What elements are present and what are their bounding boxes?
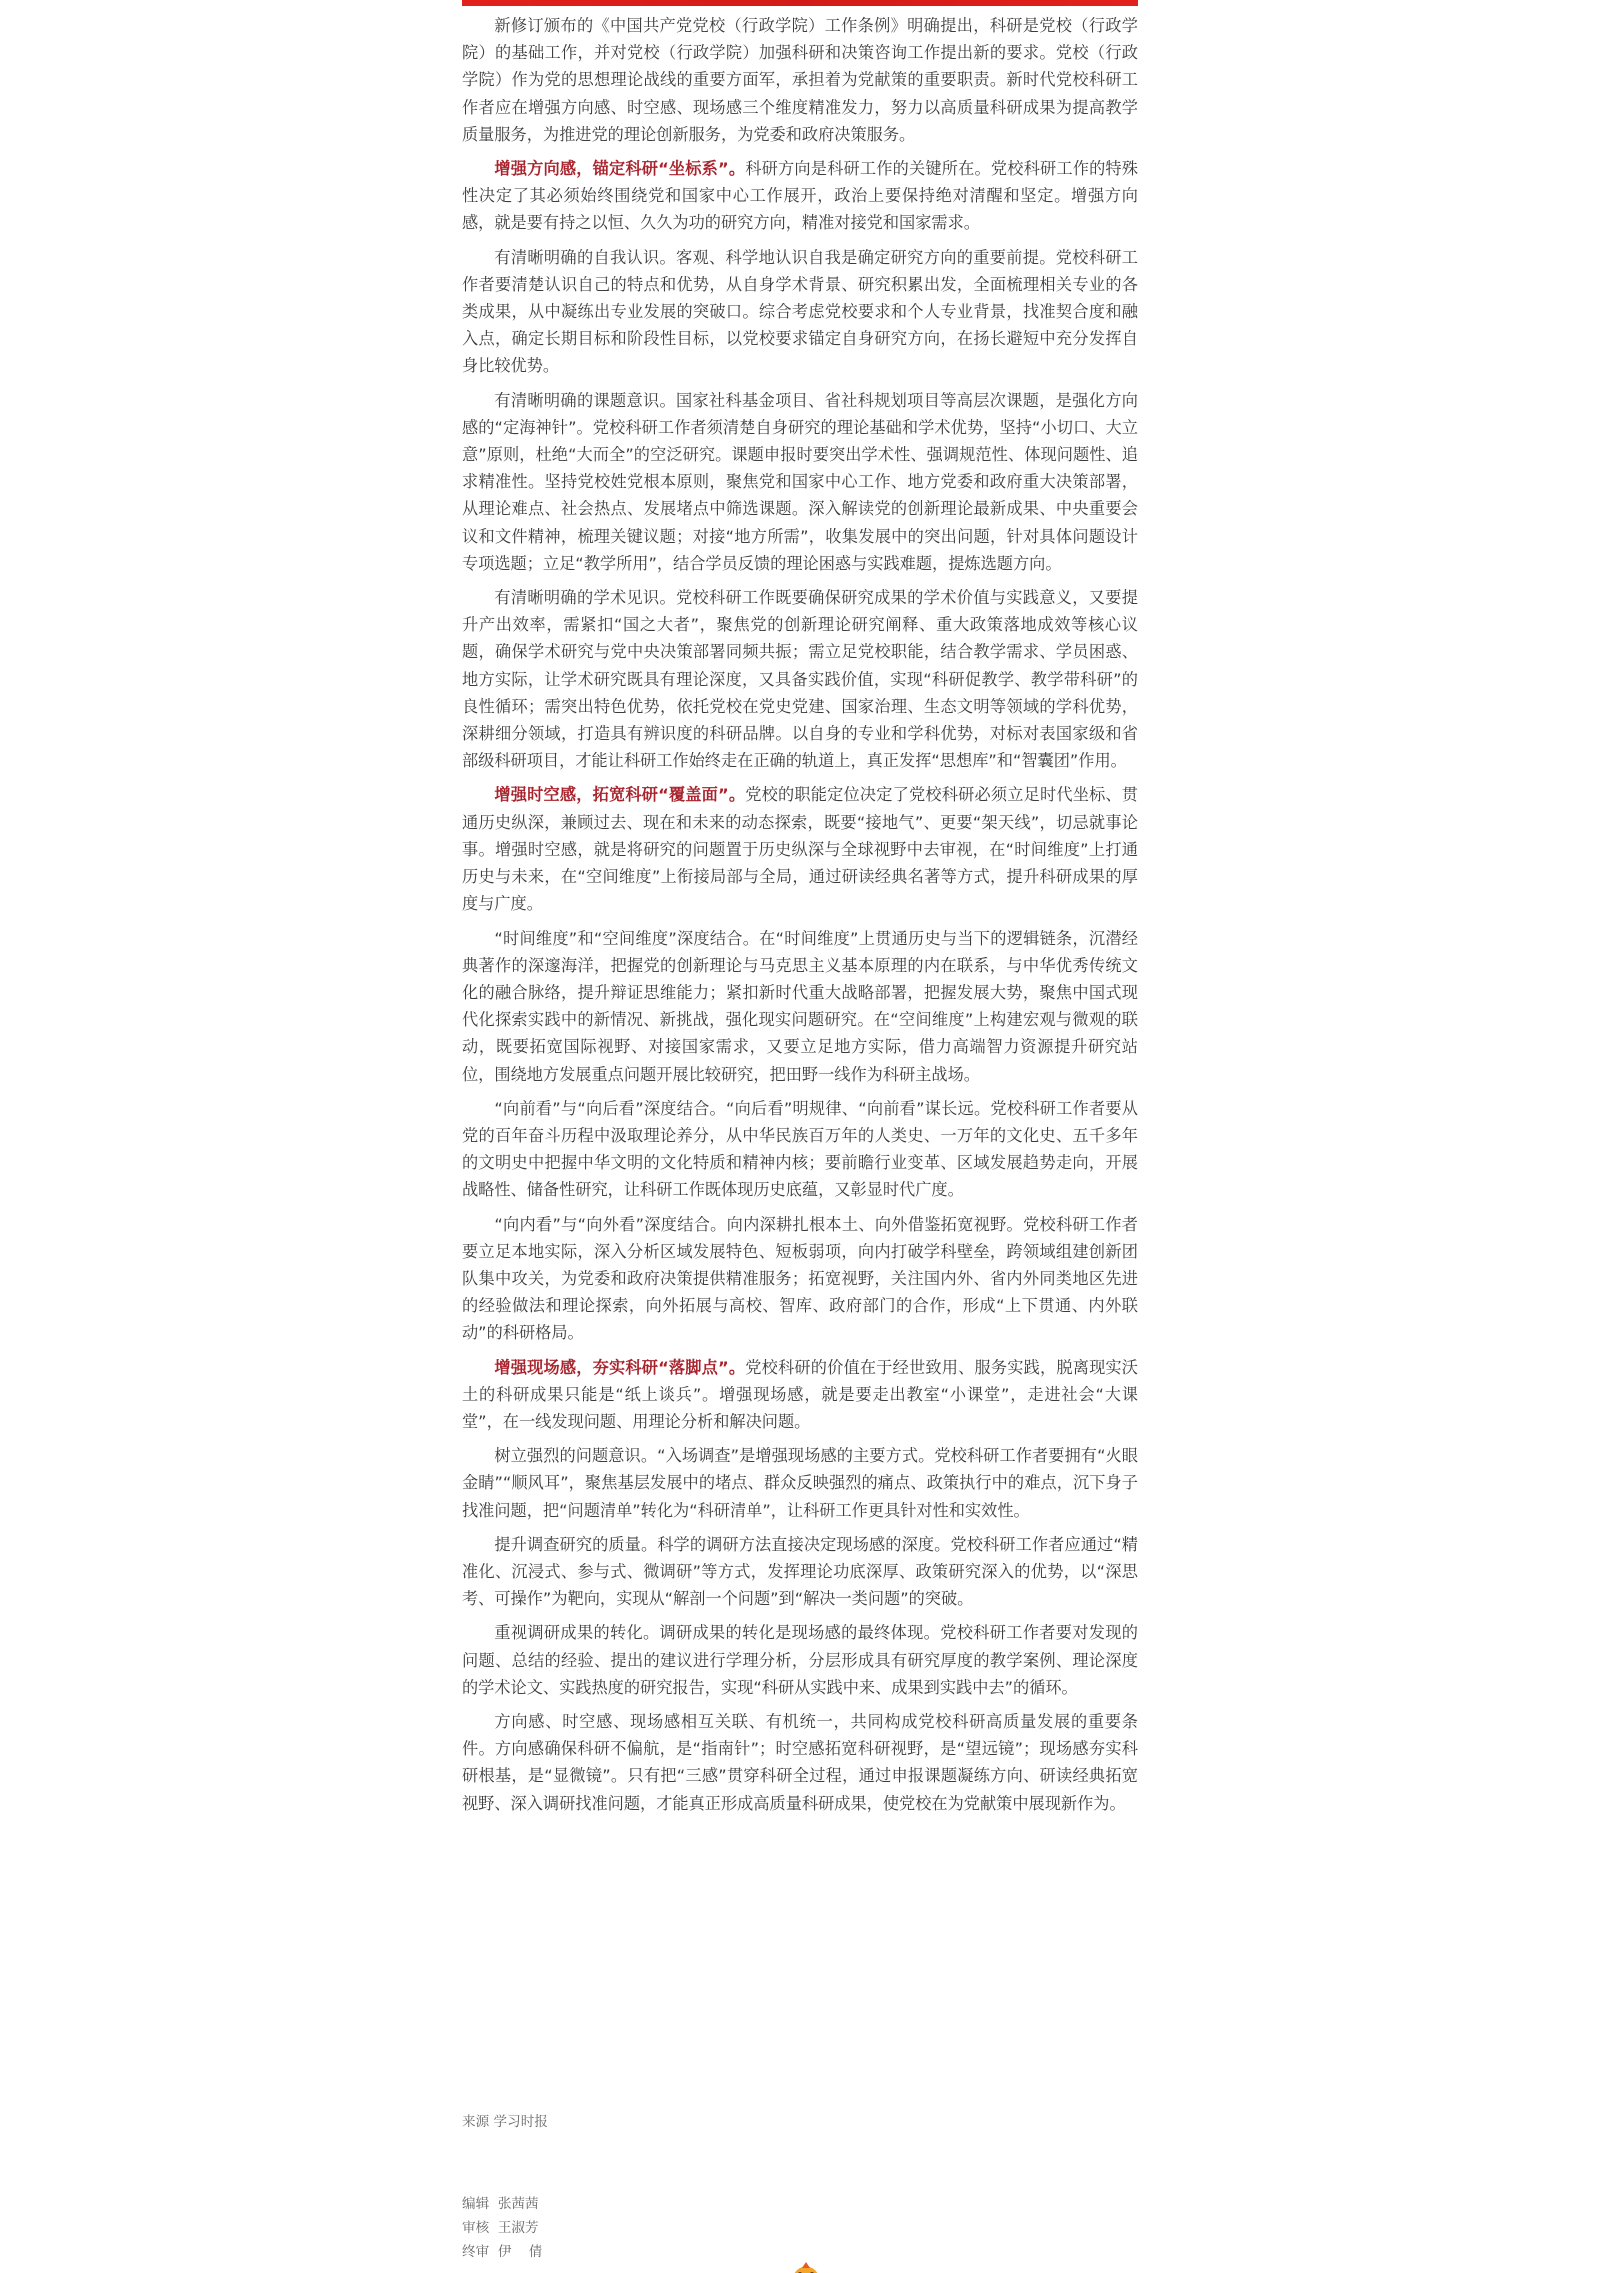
paragraph-11 bbox=[462, 1442, 1138, 1524]
section-heading-spacetime: 增强时空感，拓宽科研“覆盖面”。 bbox=[494, 785, 746, 805]
article-body bbox=[462, 12, 1138, 1824]
paragraph-5 bbox=[462, 584, 1138, 774]
paragraph-text: 提升调查研究的质量。科学的调研方法直接决定现场感的深度。党校科研工作者应通过“精准化、沉浸式、参与式、微调研”等方式，发挥理论功底深厚、政策研究深入的优势，以“深思考、可操作”为靶向，实现从“解剖一个问题”到“解决一类问题”的突破。 bbox=[462, 1534, 1138, 1609]
paragraph-text: 党校科研的价值在于经世致用、服务实践，脱离现实沃土的科研成果只能是“纸上谈兵”。增强现场感，就是要走出教室“小课堂”，走进社会“大课堂”，在一线发现问题、用理论分析和解决问题。 bbox=[462, 1357, 1138, 1431]
paragraph-14 bbox=[462, 1708, 1138, 1817]
reviewer-line: 审核 王淑芳 bbox=[462, 2220, 539, 2236]
paragraph-8 bbox=[462, 1095, 1138, 1204]
paragraph-text: 有清晰明确的自我认识。客观、科学地认识自我是确定研究方向的重要前提。党校科研工作者要清楚认识自己的特点和优势，从自身学术背景、研究积累出发，全面梳理相关专业的各类成果，从中凝练出专业发展的突破口。综合考虑党校要求和个人专业背景，找准契合度和融入点，确定长期目标和阶段性目标，以党校要求锚定自身研究方向，在扬长避短中充分发挥自身比较优势。 bbox=[462, 247, 1138, 376]
paragraph-text: 重视调研成果的转化。调研成果的转化是现场感的最终体现。党校科研工作者要对发现的问题、总结的经验、提出的建议进行学理分析，分层形成具有研究厚度的教学案例、理论深度的学术论文、实践热度的研究报告，实现“科研从实践中来、成果到实践中去”的循环。 bbox=[462, 1623, 1138, 1697]
paragraph-2 bbox=[462, 155, 1138, 237]
section-heading-onsite: 增强现场感，夯实科研“落脚点”。 bbox=[494, 1357, 746, 1377]
paragraph-1 bbox=[462, 12, 1138, 148]
paragraph-text: 树立强烈的问题意识。“入场调查”是增强现场感的主要方式。党校科研工作者要拥有“火眼金睛”“顺风耳”，聚焦基层发展中的堵点、群众反映强烈的痛点、政策执行中的难点，沉下身子找准问题，把“问题清单”转化为“科研清单”，让科研工作更具针对性和实效性。 bbox=[462, 1446, 1138, 1520]
mascot-icon bbox=[787, 2262, 825, 2273]
top-accent-bar bbox=[462, 0, 1138, 6]
paragraph-text: “时间维度”和“空间维度”深度结合。在“时间维度”上贯通历史与当下的逻辑链条，沉潜经典著作的深邃海洋，把握党的创新理论与马克思主义基本原理的内在联系，与中华优秀传统文化的融合脉络，提升辩证思维能力；紧扣新时代重大战略部署，把握发展大势，聚焦中国式现代化探索实践中的新情况、新挑战，强化现实问题研究。在“空间维度”上构建宏观与微观的联动，既要拓宽国际视野、对接国家需求，又要立足地方实际，借力高端智力资源提升研究站位，围绕地方发展重点问题开展比较研究，把田野一线作为科研主战场。 bbox=[462, 928, 1138, 1084]
paragraph-text: “向内看”与“向外看”深度结合。向内深耕扎根本土、向外借鉴拓宽视野。党校科研工作者要立足本地实际，深入分析区域发展特色、短板弱项，向内打破学科壁垒，跨领域组建创新团队集中攻关，为党委和政府决策提供精准服务；拓宽视野，关注国内外、省内外同类地区先进的经验做法和理论探索，向外拓展与高校、智库、政府部门的合作，形成“上下贯通、内外联动”的科研格局。 bbox=[462, 1214, 1138, 1343]
source-line: 来源 学习时报 bbox=[462, 2114, 548, 2130]
section-heading-direction: 增强方向感，锚定科研“坐标系”。 bbox=[494, 159, 746, 179]
editor-line: 编辑 张茜茜 bbox=[462, 2196, 539, 2212]
paragraph-4 bbox=[462, 387, 1138, 577]
paragraph-6 bbox=[462, 781, 1138, 917]
paragraph-text: 方向感、时空感、现场感相互关联、有机统一，共同构成党校科研高质量发展的重要条件。方向感确保科研不偏航，是“指南针”；时空感拓宽科研视野，是“望远镜”；现场感夯实科研根基，是“显微镜”。只有把“三感”贯穿科研全过程，通过申报课题凝练方向、研读经典拓宽视野、深入调研找准问题，才能真正形成高质量科研成果，使党校在为党献策中展现新作为。 bbox=[462, 1711, 1138, 1813]
paragraph-9 bbox=[462, 1211, 1138, 1347]
paragraph-13 bbox=[462, 1619, 1138, 1701]
paragraph-text: 有清晰明确的课题意识。国家社科基金项目、省社科规划项目等高层次课题，是强化方向感的“定海神针”。党校科研工作者须清楚自身研究的理论基础和学术优势，坚持“小切口、大立意”原则，杜绝“大而全”的空泛研究。课题申报时要突出学术性、强调规范性、体现问题性、追求精准性。坚持党校姓党根本原则，聚焦党和国家中心工作、地方党委和政府重大决策部署，从理论难点、社会热点、发展堵点中筛选课题。深入解读党的创新理论最新成果、中央重要会议和文件精神，梳理关键议题；对接“地方所需”，收集发展中的突出问题，针对具体问题设计专项选题；立足“教学所用”，结合学员反馈的理论困惑与实践难题，提炼选题方向。 bbox=[462, 390, 1138, 573]
paragraph-7 bbox=[462, 925, 1138, 1088]
paragraph-10 bbox=[462, 1354, 1138, 1436]
paragraph-12 bbox=[462, 1531, 1138, 1613]
paragraph-text: 科研方向是科研工作的关键所在。党校科研工作的特殊性决定了其必须始终围绕党和国家中心工作展开，政治上要保持绝对清醒和坚定。增强方向感，就是要有持之以恒、久久为功的研究方向，精准对接党和国家需求。 bbox=[462, 159, 1138, 233]
paragraph-3 bbox=[462, 244, 1138, 380]
paragraph-text: 新修订颁布的《中国共产党党校（行政学院）工作条例》明确提出，科研是党校（行政学院）的基础工作，并对党校（行政学院）加强科研和决策咨询工作提出新的要求。党校（行政学院）作为党的思想理论战线的重要方面军，承担着为党献策的重要职责。新时代党校科研工作者应在增强方向感、时空感、现场感三个维度精准发力，努力以高质量科研成果为提高教学质量服务，为推进党的理论创新服务，为党委和政府决策服务。 bbox=[462, 16, 1138, 144]
paragraph-text: 党校的职能定位决定了党校科研必须立足时代坐标、贯通历史纵深，兼顾过去、现在和未来的动态探索，既要“接地气”、更要“架天线”，切忌就事论事。增强时空感，就是将研究的问题置于历史纵深与全球视野中去审视，在“时间维度”上打通历史与未来，在“空间维度”上衔接局部与全局，通过研读经典名著等方式，提升科研成果的厚度与广度。 bbox=[462, 785, 1138, 914]
paragraph-text: 有清晰明确的学术见识。党校科研工作既要确保研究成果的学术价值与实践意义，又要提升产出效率，需紧扣“国之大者”，聚焦党的创新理论研究阐释、重大政策落地成效等核心议题，确保学术研究与党中央决策部署同频共振；需立足党校职能，结合教学需求、学员困惑、地方实际，让学术研究既具有理论深度，又具备实践价值，实现“科研促教学、教学带科研”的良性循环；需突出特色优势，依托党校在党史党建、国家治理、生态文明等领域的学科优势，深耕细分领域，打造具有辨识度的科研品牌。以自身的专业和学科优势，对标对表国家级和省部级科研项目，才能让科研工作始终走在正确的轨道上，真正发挥“思想库”和“智囊团”作用。 bbox=[462, 588, 1138, 771]
paragraph-text: “向前看”与“向后看”深度结合。“向后看”明规律、“向前看”谋长远。党校科研工作者要从党的百年奋斗历程中汲取理论养分，从中华民族百万年的人类史、一万年的文化史、五千多年的文明史中把握中华文明的文化特质和精神内核；要前瞻行业变革、区域发展趋势走向，开展战略性、储备性研究，让科研工作既体现历史底蕴，又彰显时代广度。 bbox=[462, 1098, 1138, 1200]
final-reviewer-line: 终审 伊 倩 bbox=[462, 2244, 543, 2260]
editorial-credits bbox=[462, 2192, 1138, 2264]
